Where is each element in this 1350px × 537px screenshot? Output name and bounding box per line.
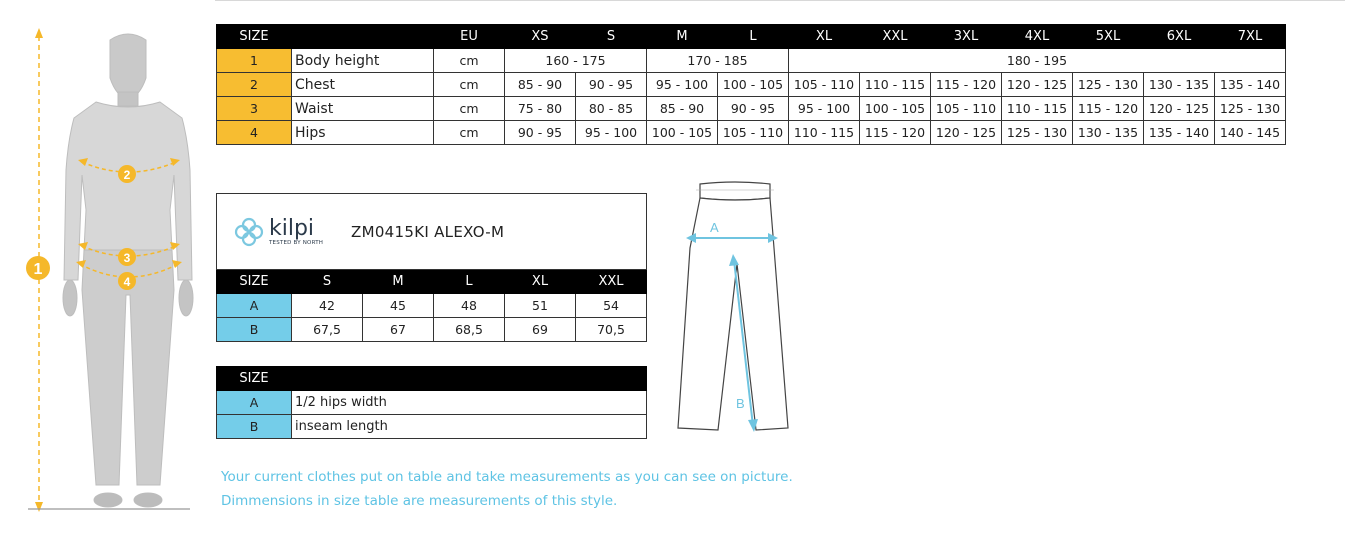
value-cell: 42 bbox=[292, 294, 363, 318]
value-cell: 125 - 130 bbox=[1215, 97, 1286, 121]
pants-marker-b: B bbox=[736, 396, 745, 411]
header-cell: M bbox=[647, 25, 718, 49]
header-cell: 6XL bbox=[1144, 25, 1215, 49]
header-cell: XL bbox=[505, 270, 576, 294]
header-cell: S bbox=[292, 270, 363, 294]
value-cell: 115 - 120 bbox=[1073, 97, 1144, 121]
unit-cell: cm bbox=[434, 73, 505, 97]
value-cell: 75 - 80 bbox=[505, 97, 576, 121]
table-row-waist bbox=[217, 97, 1286, 121]
marker-4-label: 4 bbox=[123, 275, 131, 289]
body-figure bbox=[0, 0, 200, 537]
row-key: B bbox=[217, 318, 292, 342]
value-cell: 90 - 95 bbox=[576, 73, 647, 97]
value-cell: 51 bbox=[505, 294, 576, 318]
row-number: 1 bbox=[217, 49, 292, 73]
table-row-chest bbox=[217, 73, 1286, 97]
value-cell: 115 - 120 bbox=[931, 73, 1002, 97]
value-cell: 45 bbox=[363, 294, 434, 318]
row-number: 2 bbox=[217, 73, 292, 97]
table-row-b bbox=[217, 318, 647, 342]
header-cell: XXL bbox=[860, 25, 931, 49]
brand-tagline: TESTED BY NORTH bbox=[269, 239, 324, 246]
value-cell: 110 - 115 bbox=[1002, 97, 1073, 121]
row-label: Body height bbox=[292, 49, 434, 73]
value-cell: 80 - 85 bbox=[576, 97, 647, 121]
marker-1-label: 1 bbox=[33, 261, 43, 278]
row-label: Hips bbox=[292, 121, 434, 145]
legend-table-header bbox=[217, 367, 647, 391]
value-cell: 48 bbox=[434, 294, 505, 318]
value-cell: 105 - 110 bbox=[718, 121, 789, 145]
value-cell: 130 - 135 bbox=[1144, 73, 1215, 97]
value-cell: 85 - 90 bbox=[647, 97, 718, 121]
value-cell: 95 - 100 bbox=[647, 73, 718, 97]
marker-2-label: 2 bbox=[123, 168, 131, 182]
value-cell: 130 - 135 bbox=[1073, 121, 1144, 145]
header-cell: SIZE bbox=[217, 25, 292, 49]
value-cell: 125 - 130 bbox=[1002, 121, 1073, 145]
value-cell: 105 - 110 bbox=[789, 73, 860, 97]
row-label: Chest bbox=[292, 73, 434, 97]
header-cell bbox=[292, 25, 434, 49]
header-cell: L bbox=[434, 270, 505, 294]
value-cell: 68,5 bbox=[434, 318, 505, 342]
header-cell: SIZE bbox=[217, 367, 292, 391]
top-divider bbox=[215, 0, 1345, 1]
header-cell: S bbox=[576, 25, 647, 49]
header-cell: 3XL bbox=[931, 25, 1002, 49]
value-cell: 110 - 115 bbox=[789, 121, 860, 145]
note-dimensions-info: Dimmensions in size table are measurements of this style. bbox=[221, 493, 618, 509]
row-key: B bbox=[217, 415, 292, 439]
header-cell: XS bbox=[505, 25, 576, 49]
unit-cell: cm bbox=[434, 121, 505, 145]
marker-4 bbox=[118, 272, 136, 290]
value-cell: 115 - 120 bbox=[860, 121, 931, 145]
value-cell: 135 - 140 bbox=[1144, 121, 1215, 145]
brand-name: kilpi bbox=[269, 215, 315, 241]
marker-3 bbox=[118, 248, 136, 266]
value-cell: 67 bbox=[363, 318, 434, 342]
row-key: A bbox=[217, 294, 292, 318]
value-cell: 100 - 105 bbox=[718, 73, 789, 97]
value-cell: 110 - 115 bbox=[860, 73, 931, 97]
brand-row bbox=[217, 194, 647, 270]
style-table bbox=[216, 193, 647, 342]
unit-cell: cm bbox=[434, 97, 505, 121]
row-number: 4 bbox=[217, 121, 292, 145]
legend-description: inseam length bbox=[292, 415, 647, 439]
pants-marker-a: A bbox=[710, 220, 719, 235]
value-cell: 67,5 bbox=[292, 318, 363, 342]
table-row-hips bbox=[217, 121, 1286, 145]
marker-3-label: 3 bbox=[123, 251, 131, 265]
legend-row-b bbox=[217, 415, 647, 439]
header-cell: 7XL bbox=[1215, 25, 1286, 49]
value-cell: 105 - 110 bbox=[931, 97, 1002, 121]
marker-2 bbox=[118, 165, 136, 183]
value-cell: 90 - 95 bbox=[718, 97, 789, 121]
size-table-header bbox=[217, 25, 1286, 49]
row-number: 3 bbox=[217, 97, 292, 121]
style-table-header bbox=[217, 270, 647, 294]
value-cell: 135 - 140 bbox=[1215, 73, 1286, 97]
value-cell: 85 - 90 bbox=[505, 73, 576, 97]
header-cell: M bbox=[363, 270, 434, 294]
header-cell: XL bbox=[789, 25, 860, 49]
value-cell: 140 - 145 bbox=[1215, 121, 1286, 145]
unit-cell: cm bbox=[434, 49, 505, 73]
legend-row-a bbox=[217, 391, 647, 415]
range-cell: 160 - 175 bbox=[505, 49, 647, 73]
size-table bbox=[216, 24, 1286, 145]
value-cell: 100 - 105 bbox=[647, 121, 718, 145]
range-cell: 170 - 185 bbox=[647, 49, 789, 73]
knot-icon bbox=[231, 214, 267, 250]
value-cell: 54 bbox=[576, 294, 647, 318]
range-cell: 180 - 195 bbox=[789, 49, 1286, 73]
style-code: ZM0415KI ALEXO-M bbox=[351, 222, 505, 241]
pants-diagram bbox=[670, 178, 800, 438]
table-row-body-height bbox=[217, 49, 1286, 73]
value-cell: 120 - 125 bbox=[1002, 73, 1073, 97]
header-cell: 5XL bbox=[1073, 25, 1144, 49]
table-row-a bbox=[217, 294, 647, 318]
value-cell: 95 - 100 bbox=[576, 121, 647, 145]
note-measurement-instructions: Your current clothes put on table and take measurements as you can see on picture. bbox=[221, 469, 793, 485]
marker-1 bbox=[26, 256, 50, 280]
row-key: A bbox=[217, 391, 292, 415]
legend-description: 1/2 hips width bbox=[292, 391, 647, 415]
header-cell: 4XL bbox=[1002, 25, 1073, 49]
header-cell: L bbox=[718, 25, 789, 49]
header-cell: XXL bbox=[576, 270, 647, 294]
value-cell: 100 - 105 bbox=[860, 97, 931, 121]
kilpi-logo bbox=[231, 214, 341, 250]
value-cell: 95 - 100 bbox=[789, 97, 860, 121]
value-cell: 70,5 bbox=[576, 318, 647, 342]
value-cell: 125 - 130 bbox=[1073, 73, 1144, 97]
header-cell: SIZE bbox=[217, 270, 292, 294]
value-cell: 120 - 125 bbox=[1144, 97, 1215, 121]
value-cell: 90 - 95 bbox=[505, 121, 576, 145]
legend-table bbox=[216, 366, 647, 439]
row-label: Waist bbox=[292, 97, 434, 121]
header-cell: EU bbox=[434, 25, 505, 49]
value-cell: 120 - 125 bbox=[931, 121, 1002, 145]
value-cell: 69 bbox=[505, 318, 576, 342]
